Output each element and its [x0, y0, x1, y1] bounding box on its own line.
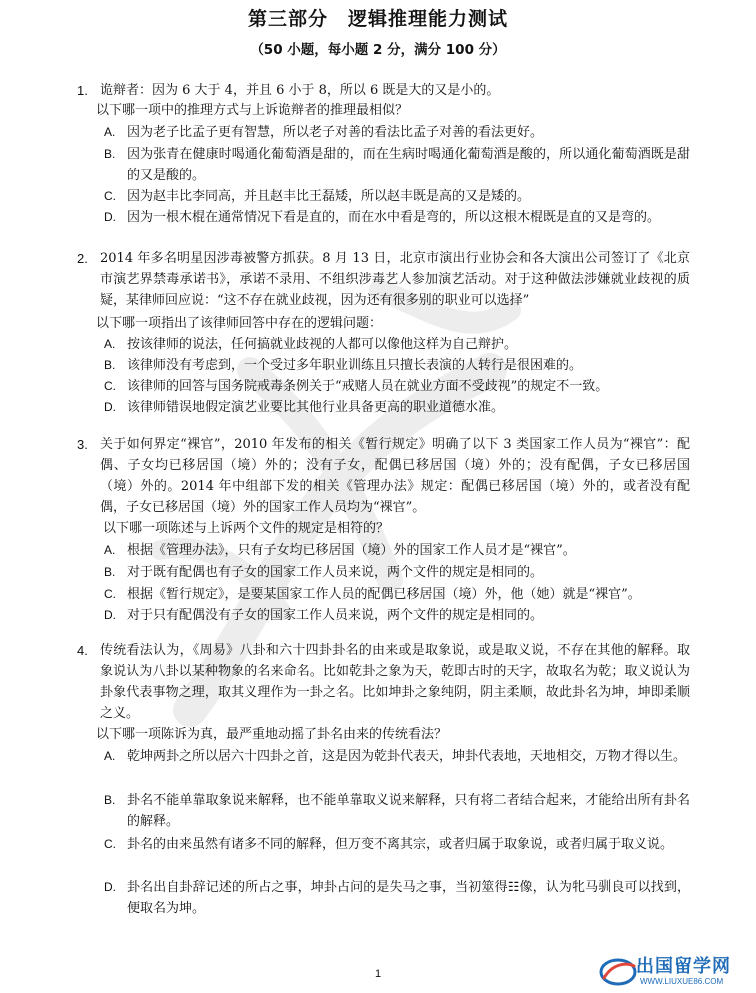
option-letter: A. [104, 749, 116, 763]
question-stem: 2014 年多名明星因涉毒被警方抓获。8 月 13 日，北京市演出行业协会和各大演出公司签订了《北京市演艺界禁毒承诺书》，承诺不录用、不组织涉毒艺人参加演艺活动。对于这种做法涉嫌就业歧视的质疑，某律师回应说：“这不存在就业歧视，因为还有很多别的职业可以选择” [100, 251, 690, 308]
option-text: 该律师的回答与国务院戒毒条例关于“戒赌人员在就业方面不受歧视”的规定不一致。 [127, 379, 609, 394]
page-number: 1 [374, 968, 382, 980]
brand-url: WWW.LIUXUE86.COM [640, 977, 724, 986]
question-prompt: 以下哪一项指出了该律师回答中存在的逻辑问题： [96, 316, 383, 331]
question-number: 3. [77, 437, 88, 452]
question-stem: 传统看法认为，《周易》八卦和六十四卦卦名的由来或是取象说，或是取义说，不存在其他的解释。取象说认为八卦以某种物象的名来命名。比如乾卦之象为天，乾即古时的天字，故取名为乾；取义说认为卦象代表事物之理，取其义理作为一卦之名。比如坤卦之象纯阴，阴主柔顺，故此卦名为坤，坤即柔顺之义。 [100, 643, 690, 721]
option-text: 按该律师的说法，任何搞就业歧视的人都可以像他这样为自己辩护。 [127, 337, 518, 352]
option-letter: A. [104, 337, 116, 351]
option-letter: D. [104, 880, 116, 894]
question-number: 1. [77, 83, 88, 98]
option-text: 因为一根木棍在通常情况下看是直的，而在水中看是弯的，所以这根木棍既是直的又是弯的。 [127, 210, 661, 225]
option-letter: A. [104, 125, 116, 139]
option-text: 因为赵丰比李同高，并且赵丰比王磊矮，所以赵丰既是高的又是矮的。 [127, 189, 531, 204]
option-text: 对于既有配偶也有子女的国家工作人员来说，两个文件的规定是相同的。 [127, 565, 544, 580]
option-text: 乾坤两卦之所以居六十四卦之首，这是因为乾卦代表天，坤卦代表地，天地相交，万物才得以生。 [127, 749, 687, 764]
page-title: 第三部分 逻辑推理能力测试 [247, 8, 508, 30]
option-letter: D. [104, 210, 116, 224]
brand-name: 出国留学网 [636, 956, 731, 977]
option-letter: D. [104, 400, 116, 414]
option-text: 根据《暂行规定》，是要某国家工作人员的配偶已移居国（境）外，他（她）就是“裸官”。 [127, 587, 641, 602]
option-text: 卦名出自卦辞记述的所占之事，坤卦占问的是失马之事，当初筮得☷像，认为牝马驯良可以找到，便取名为坤。 [127, 880, 690, 916]
question-stem: 关于如何界定“裸官”，2010 年发布的相关《暂行规定》明确了以下 3 类国家工作人员为“裸官”：配偶、子女均已移居国（境）外的；没有子女，配偶已移居国（境）外的；没有配偶，子女已移居国（境）外的。2014 年中组部下发的相关《管理办法》规定：配偶已移居国（境）外的，或者没有配偶，子女已移居国（境）外的国家工作人员均为“裸官”。 [100, 437, 690, 515]
option-letter: B. [104, 358, 116, 372]
option-text: 对于只有配偶没有子女的国家工作人员来说，两个文件的规定是相同的。 [127, 608, 544, 623]
option-letter: C. [104, 837, 116, 851]
question-number: 4. [77, 643, 88, 658]
option-letter: B. [104, 147, 116, 161]
option-text: 卦名不能单靠取象说来解释，也不能单靠取义说来解释，只有将二者结合起来，才能给出所有卦名的解释。 [127, 793, 690, 829]
option-letter: C. [104, 587, 116, 601]
question-prompt: 以下哪一项陈述与上诉两个文件的规定是相符的？ [103, 521, 390, 536]
brand-logo[interactable] [596, 950, 756, 993]
question-number: 2. [77, 251, 88, 266]
option-text: 因为老子比孟子更有智慧，所以老子对善的看法比孟子对善的看法更好。 [127, 125, 544, 140]
question-prompt: 以下哪一项陈诉为真，最严重地动摇了卦名由来的传统看法？ [96, 727, 448, 742]
option-letter: C. [104, 189, 116, 203]
page-subtitle: （50 小题，每小题 2 分，满分 100 分） [250, 42, 506, 58]
question-prompt: 以下哪一项中的推理方式与上诉诡辩者的推理最相似？ [96, 103, 409, 118]
option-text: 该律师没有考虑到，一个受过多年职业训练且只擅长表演的人转行是很困难的。 [127, 358, 583, 373]
option-text: 卦名的由来虽然有诸多不同的解释，但万变不离其宗，或者归属于取象说，或者归属于取义说。 [127, 837, 674, 852]
option-letter: B. [104, 793, 116, 807]
option-text: 该律师错误地假定演艺业要比其他行业具备更高的职业道德水准。 [127, 400, 505, 415]
option-letter: A. [104, 543, 116, 557]
option-letter: D. [104, 608, 116, 622]
question-stem: 诡辩者：因为 6 大于 4，并且 6 小于 8，所以 6 既是大的又是小的。 [100, 83, 500, 98]
globe-icon [598, 954, 638, 990]
option-letter: C. [104, 379, 116, 393]
option-text: 因为张青在健康时喝通化葡萄酒是甜的，而在生病时喝通化葡萄酒是酸的，所以通化葡萄酒既是甜的又是酸的。 [127, 147, 690, 183]
option-letter: B. [104, 565, 116, 579]
option-text: 根据《管理办法》，只有子女均已移居国（境）外的国家工作人员才是“裸官”。 [127, 543, 576, 558]
